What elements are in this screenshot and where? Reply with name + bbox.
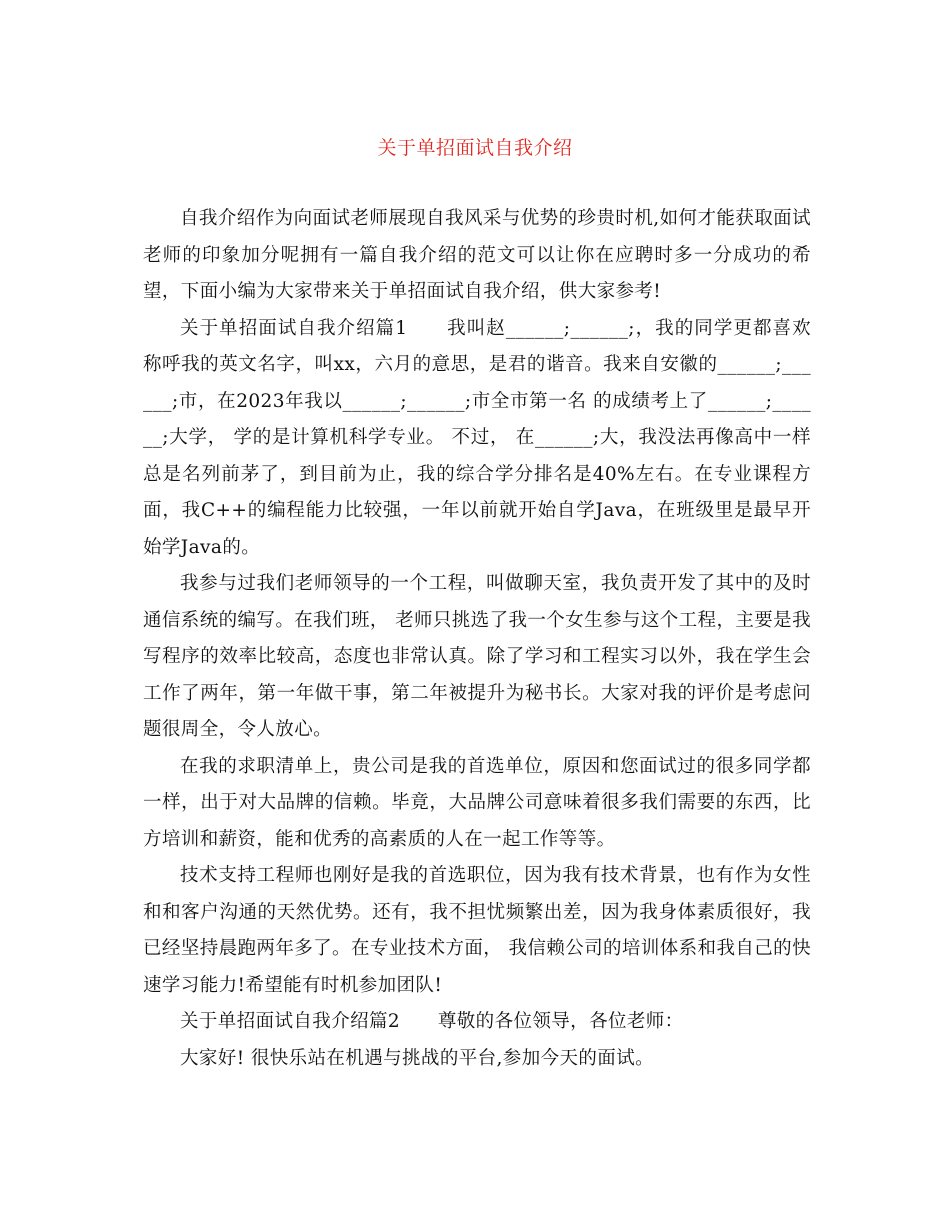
paragraph-part1-opening: 关于单招面试自我介绍篇1 我叫赵______;______;，我的同学更都喜欢称呼我的英文名字，叫xx，六月的意思，是君的谐音。我来自安徽的______;______;市，在2023年我以______;______;市全市第一名 的成绩考上了______;______;大学， 学的是计算机科学专业。 不过， 在______;大，我没法再像高中一样总是名列前茅了，到目前为止，我的综合学分排名是40%左右。在专业课程方面，我C++的编程能力比较强，一年以前就开始自学Java，在班级里是最早开始学Java的。 [143,317,811,558]
document-title: 关于单招面试自我介绍 [377,137,573,159]
paragraph-greeting: 大家好! 很快乐站在机遇与挑战的平台,参加今天的面试。 [180,1047,654,1069]
paragraph-position: 技术支持工程师也刚好是我的首选职位，因为我有技术背景，也有作为女性和和客户沟通的天然优势。还有，我不担忧频繁出差，因为我身体素质很好，我已经坚持晨跑两年多了。在专业技术方面， 我信赖公司的培训体系和我自己的快速学习能力!希望能有时机参加团队! [143,865,811,996]
paragraph-part2-heading: 关于单招面试自我介绍篇2 尊敬的各位领导，各位老师： [180,1011,684,1032]
paragraph-project: 我参与过我们老师领导的一个工程，叫做聊天室，我负责开发了其中的及时通信系统的编写。在我们班， 老师只挑选了我一个女生参与这个工程，主要是我写程序的效率比较高，态度也非常认真。除了学习和工程实习以外，我在学生会工作了两年，第一年做干事，第二年被提升为秘书长。大家对我的评价是考虑问题很周全，令人放心。 [143,573,811,740]
document-body [143,201,811,1077]
paragraph-intro: 自我介绍作为向面试老师展现自我风采与优势的珍贵时机,如何才能获取面试老师的印象加分呢拥有一篇自我介绍的范文可以让你在应聘时多一分成功的希望，下面小编为大家带来关于单招面试自我介绍，供大家参考! [143,208,811,302]
paragraph-job-choice: 在我的求职清单上，贵公司是我的首选单位，原因和您面试过的很多同学都一样，出于对大品牌的信赖。毕竟，大品牌公司意味着很多我们需要的东西，比方培训和薪资，能和优秀的高素质的人在一起工作等等。 [143,755,811,850]
